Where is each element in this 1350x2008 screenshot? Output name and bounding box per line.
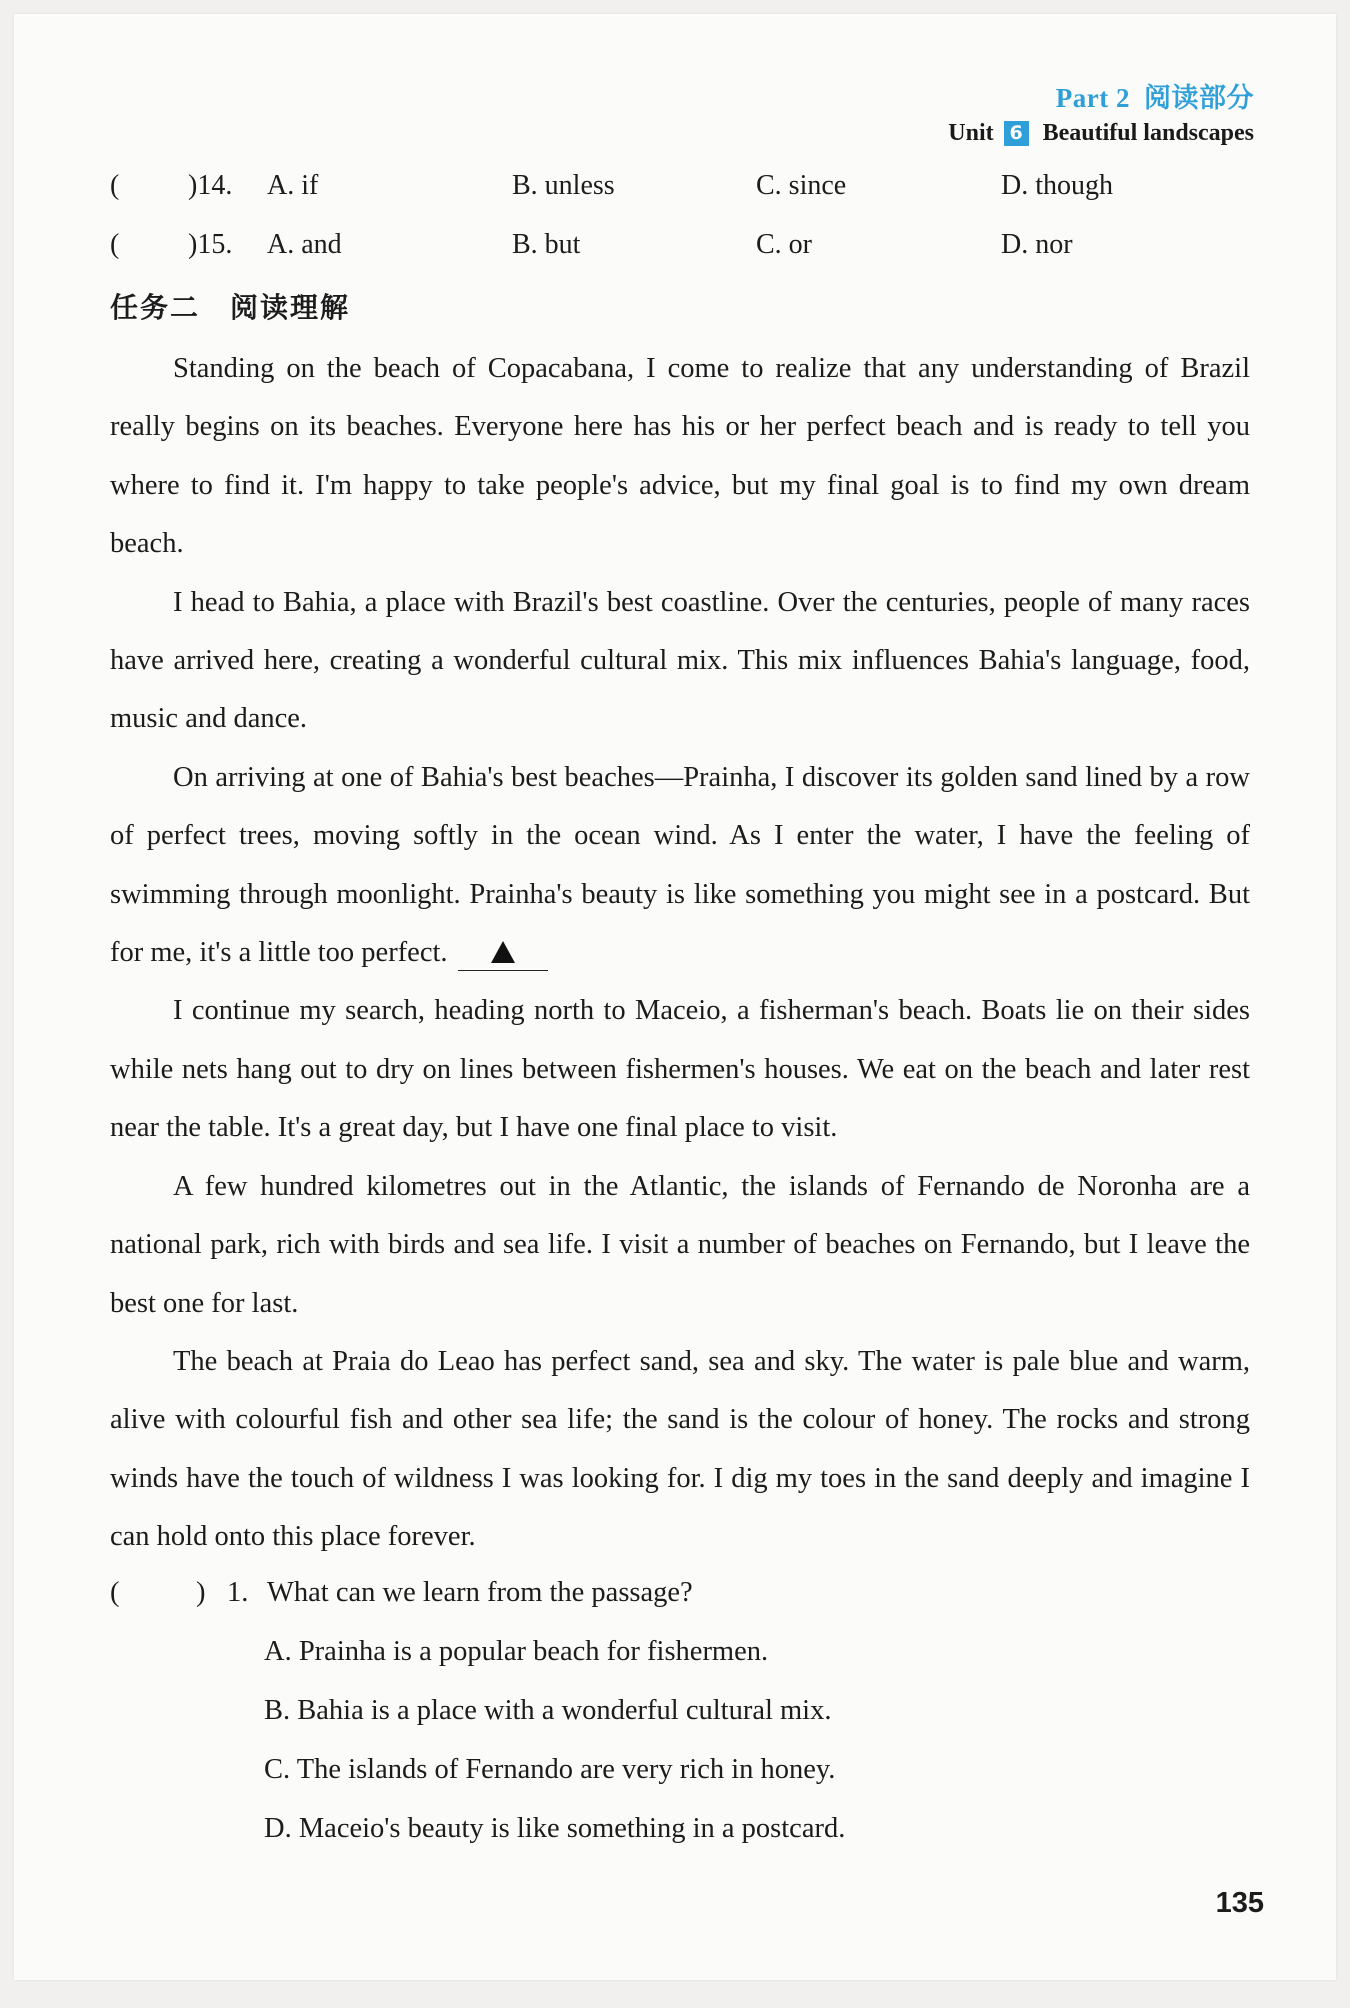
item-number: )14. — [188, 170, 233, 201]
answer-paren-open: ( — [110, 1577, 120, 1608]
reading-passage — [110, 340, 1250, 1567]
textbook-page — [14, 14, 1336, 1980]
cloze-option-row — [110, 170, 1250, 210]
answer-paren-close: ) — [196, 1577, 206, 1608]
option-a: A. and — [267, 229, 342, 260]
option-b: B. but — [512, 229, 581, 260]
passage-paragraph — [110, 749, 1250, 983]
unit-header — [948, 120, 1254, 147]
option-a: A. if — [267, 170, 319, 201]
cloze-option-row — [110, 229, 1250, 269]
part-title: 阅读部分 — [1144, 83, 1254, 114]
option-d: D. though — [1001, 170, 1113, 201]
option-c: C. since — [756, 170, 847, 201]
triangle-icon — [491, 941, 515, 963]
passage-paragraph-text: I head to Bahia, a place with Brazil's best coastline. Over the centuries, people of many races have arrived here, creating a wonderful cultural mix. This mix influences Bahia's language, food, music and dance. — [110, 586, 1250, 735]
answer-paren: ( — [110, 170, 120, 201]
passage-paragraph — [110, 574, 1250, 749]
choice-d: D. Maceio's beauty is like something in a postcard. — [264, 1813, 846, 1844]
question-text: What can we learn from the passage? — [267, 1577, 693, 1608]
part-label: Part 2 — [1055, 83, 1130, 113]
part-header — [1056, 76, 1254, 115]
page-number: 135 — [1215, 1887, 1264, 1919]
answer-blank — [458, 936, 548, 971]
passage-paragraph-text: On arriving at one of Bahia's best beaches—Prainha, I discover its golden sand lined by a row of perfect trees, moving softly in the ocean wind. As I enter the water, I have the feeling of swimming through moonlight. Prainha's beauty is like something you might see in a postcard. But for me, it's a little too perfect. — [110, 761, 1250, 969]
choice-b: B. Bahia is a place with a wonderful cultural mix. — [264, 1695, 832, 1726]
passage-paragraph: I continue my search, heading north to Maceio, a fisherman's beach. Boats lie on their sides while nets hang out to dry on lines between fishermen's houses. We eat on the beach and later rest near the table. It's a great day, but I have one final place to visit. — [110, 995, 1250, 1144]
option-b: B. unless — [512, 170, 615, 201]
passage-paragraph: The beach at Praia do Leao has perfect sand, sea and sky. The water is pale blue and warm, alive with colourful fish and other sea life; the sand is the colour of honey. The rocks and strong winds have the touch of wildness I was looking for. I dig my toes in the sand deeply and imagine I can hold onto this place forever. — [110, 1345, 1250, 1553]
choice-c: C. The islands of Fernando are very rich in honey. — [264, 1754, 836, 1785]
option-c: C. or — [756, 229, 812, 260]
option-d: D. nor — [1001, 229, 1073, 260]
passage-paragraph: Standing on the beach of Copacabana, I come to realize that any understanding of Brazil really begins on its beaches. Everyone here has his or her perfect beach and is ready to tell you where to find it. I'm happy to take people's advice, but my final goal is to find my own dream beach. — [110, 353, 1250, 560]
unit-number-badge: 6 — [1004, 121, 1029, 146]
section-title: 任务二 阅读理解 — [110, 291, 351, 324]
question-number: 1. — [227, 1577, 249, 1608]
passage-paragraph: A few hundred kilometres out in the Atlantic, the islands of Fernando de Noronha are a national park, rich with birds and sea life. I visit a number of beaches on Fernando, but I leave the best one for last. — [110, 1170, 1250, 1319]
unit-label: Unit — [948, 120, 994, 146]
item-number: )15. — [188, 229, 233, 260]
choice-a: A. Prainha is a popular beach for fishermen. — [264, 1636, 769, 1667]
unit-title: Beautiful landscapes — [1042, 120, 1254, 146]
answer-paren: ( — [110, 229, 120, 260]
